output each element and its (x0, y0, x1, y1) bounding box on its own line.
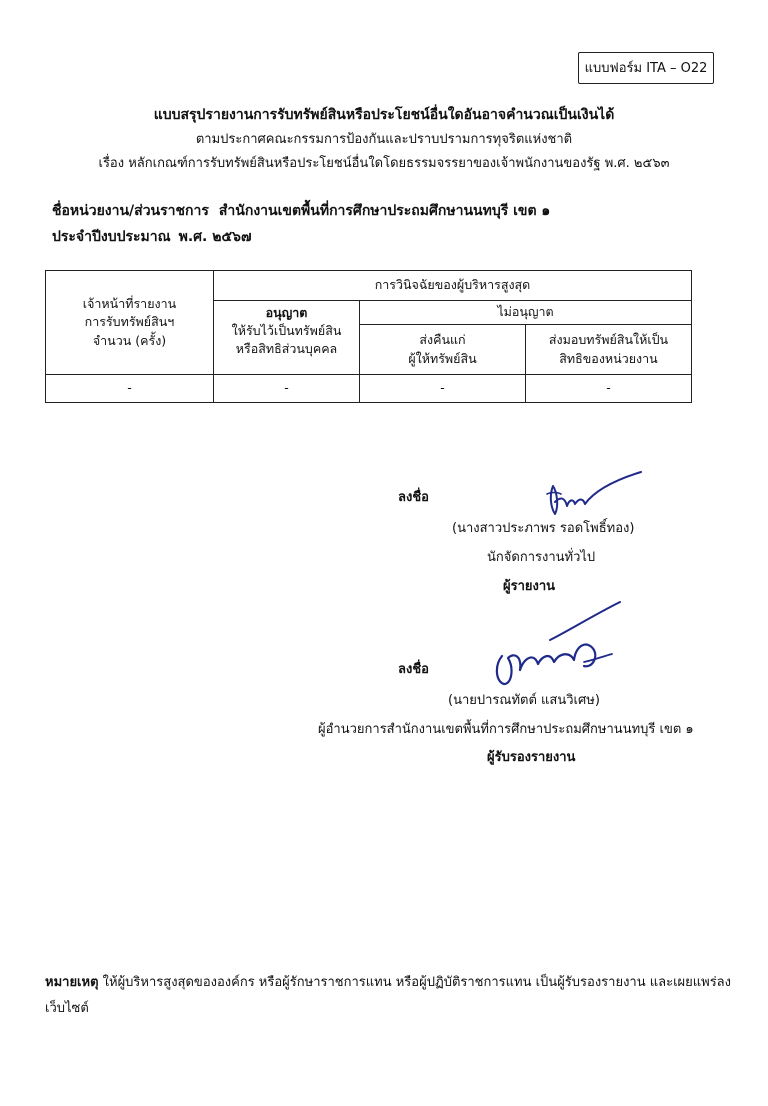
reporter-position: นักจัดการงานทั่วไป (487, 550, 596, 565)
decision-header: การวินิจฉัยของผู้บริหารสูงสุด (214, 271, 692, 301)
agency-line (52, 200, 550, 222)
reporter-role: ผู้รายงาน (503, 579, 556, 594)
reporter-sign-label: ลงชื่อ (398, 490, 429, 505)
certifier-signature (480, 596, 640, 696)
approve-header: อนุญาต ให้รับไว้เป็นทรัพย์สิน หรือสิทธิส่วนบุคคล (214, 301, 360, 375)
form-code-box: แบบฟอร์ม ITA – O22 (578, 52, 714, 84)
footnote-text: ให้ผู้บริหารสูงสุดขององค์กร หรือผู้รักษาราชการแทน หรือผู้ปฏิบัติราชการแทน เป็นผู้รับรองรายงาน และเผยแพร่ลงเว็บไซต์ (45, 975, 731, 1016)
deny-return-header: ส่งคืนแก่ ผู้ให้ทรัพย์สิน (360, 325, 526, 375)
table-cell: - (526, 375, 692, 403)
certifier-name: (นายปารณทัตต์ แสนวิเศษ) (448, 693, 600, 708)
agency-label: ชื่อหน่วยงาน/ส่วนราชการ (52, 203, 209, 219)
reporter-name: (นางสาวประภาพร รอดโพธิ์ทอง) (452, 521, 635, 536)
reporter-count-header: เจ้าหน้าที่รายงาน การรับทรัพย์สินฯ จำนวน (ครั้ง) (46, 271, 214, 375)
table-cell: - (360, 375, 526, 403)
table-cell: - (214, 375, 360, 403)
reporter-signature (535, 462, 655, 522)
certifier-role: ผู้รับรองรายงาน (487, 750, 576, 765)
table-cell: - (46, 375, 214, 403)
agency-value: สำนักงานเขตพื้นที่การศึกษาประถมศึกษานนทบุรี เขต ๑ (218, 203, 551, 219)
document-subtitle: ตามประกาศคณะกรรมการป้องกันและปราบปรามการทุจริตแห่งชาติ (195, 132, 573, 147)
report-table (45, 270, 692, 403)
document-subject: เรื่อง หลักเกณฑ์การรับทรัพย์สินหรือประโยชน์อื่นใดโดยธรรมจรรยาของเจ้าพนักงานของรัฐ พ.ศ. ๒๕๖๓ (98, 156, 670, 171)
fiscal-year-line (52, 226, 251, 248)
certifier-sign-label: ลงชื่อ (398, 662, 429, 677)
footnote-label: หมายเหตุ (45, 975, 99, 990)
fiscal-year-value: พ.ศ. ๒๕๖๗ (178, 229, 252, 245)
fiscal-year-label: ประจำปีงบประมาณ (52, 229, 171, 245)
footnote (45, 970, 735, 1022)
certifier-position: ผู้อำนวยการสำนักงานเขตพื้นที่การศึกษาประถมศึกษานนทบุรี เขต ๑ (318, 722, 694, 737)
deny-transfer-header: ส่งมอบทรัพย์สินให้เป็น สิทธิของหน่วยงาน (526, 325, 692, 375)
deny-header: ไม่อนุญาต (360, 301, 692, 325)
document-title: แบบสรุปรายงานการรับทรัพย์สินหรือประโยชน์อื่นใดอันอาจคำนวณเป็นเงินได้ (153, 107, 615, 123)
